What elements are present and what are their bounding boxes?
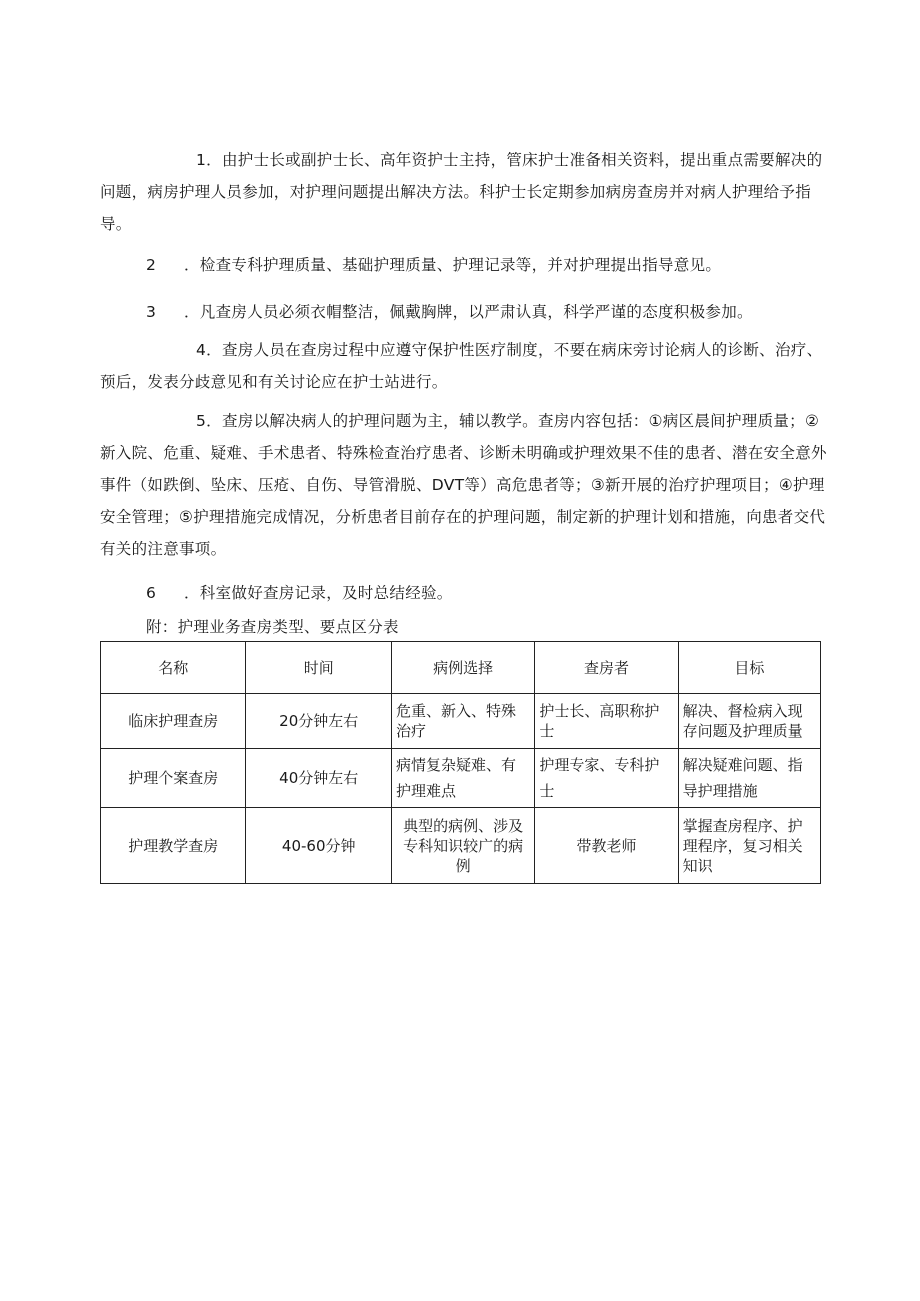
cell-name: 临床护理查房 (101, 694, 246, 749)
header-case-selection: 病例选择 (391, 642, 534, 694)
cell-case-selection: 危重、新入、特殊治疗 (391, 694, 534, 749)
paragraph-text: ．由护士长或副护士长、高年资护士主持，管床护士准备相关资料，提出重点需要解决的问题，病房护理人员参加，对护理问题提出解决方法。科护士长定期参加病房查房并对病人护理给予指导。 (100, 151, 823, 233)
table-header-row (101, 642, 821, 694)
paragraph-number: 1 (196, 151, 207, 169)
cell-name: 护理个案查房 (101, 749, 246, 808)
paragraph-text: ．凡查房人员必须衣帽整洁，佩戴胸牌，以严肃认真，科学严谨的态度积极参加。 (184, 303, 753, 321)
paragraph-6 (100, 577, 830, 609)
appendix-title: 附：护理业务查房类型、要点区分表 (146, 618, 399, 636)
cell-rounder: 护士长、高职称护士 (535, 694, 678, 749)
paragraph-number: 3 (146, 303, 157, 321)
paragraph-4 (100, 334, 830, 398)
cell-case-selection: 病情复杂疑难、有护理难点 (391, 749, 534, 808)
header-name: 名称 (101, 642, 246, 694)
cell-goal: 解决疑难问题、指导护理措施 (678, 749, 820, 808)
paragraph-text: ．检查专科护理质量、基础护理质量、护理记录等，并对护理提出指导意见。 (184, 256, 722, 274)
cell-goal: 掌握查房程序、护理程序，复习相关知识 (678, 808, 820, 884)
paragraph-number: 6 (146, 584, 157, 602)
paragraph-text: ．科室做好查房记录，及时总结经验。 (184, 584, 453, 602)
cell-rounder: 护理专家、专科护士 (535, 749, 678, 808)
table-row (101, 808, 821, 884)
header-time: 时间 (246, 642, 391, 694)
cell-time: 40-60分钟 (246, 808, 391, 884)
header-rounder: 查房者 (535, 642, 678, 694)
paragraph-text: ．查房以解决病人的护理问题为主，辅以教学。查房内容包括：①病区晨间护理质量；②新入院、危重、疑难、手术患者、特殊检查治疗患者、诊断未明确或护理效果不佳的患者、潜在安全意外事件（如跌倒、坠床、压疮、自伤、导管滑脱、DVT等）高危患者等；③新开展的治疗护理项目；④护理安全管理；⑤护理措施完成情况，分析患者目前存在的护理问题，制定新的护理计划和措施，向患者交代有关的注意事项。 (100, 412, 827, 558)
cell-time: 40分钟左右 (246, 749, 391, 808)
paragraph-text: ．查房人员在查房过程中应遵守保护性医疗制度，不要在病床旁讨论病人的诊断、治疗、预后，发表分歧意见和有关讨论应在护士站进行。 (100, 341, 823, 391)
rounds-type-table (100, 641, 821, 884)
paragraph-number: 5 (196, 412, 207, 430)
table-row (101, 749, 821, 808)
paragraph-1 (100, 144, 830, 240)
paragraph-number: 2 (146, 256, 157, 274)
cell-name: 护理教学查房 (101, 808, 246, 884)
cell-time: 20分钟左右 (246, 694, 391, 749)
cell-rounder: 带教老师 (535, 808, 678, 884)
paragraph-2 (100, 249, 830, 281)
cell-goal: 解决、督检病入现存问题及护理质量 (678, 694, 820, 749)
paragraph-number: 4 (196, 341, 207, 359)
paragraph-5 (100, 405, 830, 565)
header-goal: 目标 (678, 642, 820, 694)
cell-case-selection: 典型的病例、涉及专科知识较广的病例 (391, 808, 534, 884)
table-row (101, 694, 821, 749)
paragraph-3 (100, 296, 830, 328)
